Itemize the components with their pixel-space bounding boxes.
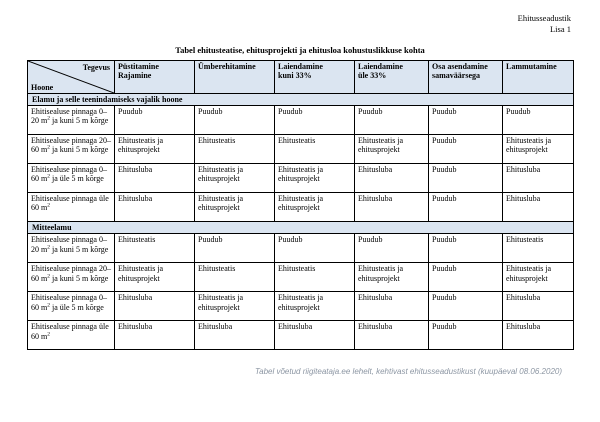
table-cell: Puudub <box>115 106 195 135</box>
table-cell: Ehitusluba <box>503 193 574 222</box>
permit-table <box>27 60 574 350</box>
table-cell: Puudub <box>355 234 429 263</box>
table-cell: Puudub <box>355 106 429 135</box>
corner-cell <box>28 61 115 94</box>
row-label-text: Ehitisealuse pinnaga 0–20 m <box>31 107 107 126</box>
table-cell: Ehitusteatis ja ehitusprojekt <box>275 193 355 222</box>
row-label <box>28 263 115 292</box>
source-note: Tabel võetud riigiteataja.ee lehelt, kehtivast ehitusseadustikust (kuupäeval 08.06.2020) <box>254 367 562 376</box>
table-cell: Ehitusluba <box>115 321 195 350</box>
table-cell: Ehitusteatis <box>503 234 574 263</box>
table-cell: Ehitusteatis ja ehitusprojekt <box>355 263 429 292</box>
law-name: Ehitusseadustik <box>517 13 571 23</box>
row-label-rest: ja kuni 5 m kõrge <box>49 145 109 155</box>
table-cell: Ehitusluba <box>115 292 195 321</box>
section-title: Elamu ja selle teenindamiseks vajalik hoone <box>28 94 574 106</box>
table-cell: Ehitusteatis <box>195 263 275 292</box>
table-cell: Puudub <box>195 234 275 263</box>
table-row <box>28 234 574 263</box>
row-label <box>28 106 115 135</box>
row-label <box>28 234 115 263</box>
superscript-two: 2 <box>47 202 50 209</box>
table-row <box>28 321 574 350</box>
table-cell: Puudub <box>275 234 355 263</box>
table-cell: Puudub <box>195 106 275 135</box>
row-label-text: Ehitisealuse pinnaga üle 60 m <box>31 194 109 213</box>
table-cell: Puudub <box>429 193 503 222</box>
column-header: Ümberehitamine <box>195 61 275 94</box>
table-cell: Puudub <box>429 106 503 135</box>
table-cell: Ehitusteatis ja ehitusprojekt <box>503 135 574 164</box>
annex-label: Lisa 1 <box>549 24 571 34</box>
table-cell: Puudub <box>275 106 355 135</box>
table-cell: Ehitusteatis ja ehitusprojekt <box>195 292 275 321</box>
row-label <box>28 292 115 321</box>
column-header: Püstitamine Rajamine <box>115 61 195 94</box>
row-label-rest: ja kuni 5 m kõrge <box>49 244 109 254</box>
column-header: Laiendamine kuni 33% <box>275 61 355 94</box>
superscript-two: 2 <box>47 272 50 279</box>
table-cell: Ehitusteatis <box>275 263 355 292</box>
table-cell: Ehitusteatis ja ehitusprojekt <box>195 164 275 193</box>
row-label <box>28 193 115 222</box>
column-header: Laiendamine üle 33% <box>355 61 429 94</box>
table-row <box>28 106 574 135</box>
superscript-two: 2 <box>47 173 50 180</box>
table-cell: Ehitusluba <box>355 164 429 193</box>
table-row <box>28 263 574 292</box>
section-row <box>28 222 574 234</box>
table-row <box>28 193 574 222</box>
section-title: Mitteelamu <box>28 222 574 234</box>
table-cell: Ehitusteatis ja ehitusprojekt <box>275 292 355 321</box>
table-cell: Ehitusteatis ja ehitusprojekt <box>275 164 355 193</box>
table-cell: Ehitusteatis ja ehitusprojekt <box>115 135 195 164</box>
table-cell: Ehitusluba <box>355 292 429 321</box>
row-label-text: Ehitisealuse pinnaga üle 60 m <box>31 322 109 341</box>
table-cell: Ehitusluba <box>503 292 574 321</box>
row-label-rest: ja kuni 5 m kõrge <box>49 116 109 126</box>
table-cell: Ehitusteatis <box>275 135 355 164</box>
row-label-rest: ja üle 5 m kõrge <box>49 174 104 184</box>
table-cell: Ehitusluba <box>115 164 195 193</box>
table-cell: Ehitusteatis ja ehitusprojekt <box>503 263 574 292</box>
table-row <box>28 292 574 321</box>
table-cell: Ehitusteatis ja ehitusprojekt <box>355 135 429 164</box>
row-label <box>28 164 115 193</box>
table-cell: Puudub <box>429 321 503 350</box>
table-cell: Puudub <box>429 164 503 193</box>
row-label-text: Ehitisealuse pinnaga 20–60 m <box>31 136 111 155</box>
table-cell: Ehitusluba <box>503 164 574 193</box>
table-cell: Ehitusteatis ja ehitusprojekt <box>115 263 195 292</box>
table-cell: Ehitusluba <box>115 193 195 222</box>
row-label <box>28 135 115 164</box>
superscript-two: 2 <box>47 243 50 250</box>
document-header <box>518 13 571 35</box>
header-row <box>28 61 574 94</box>
table-cell: Puudub <box>429 263 503 292</box>
table-cell: Puudub <box>503 106 574 135</box>
table-cell: Ehitusteatis ja ehitusprojekt <box>195 193 275 222</box>
row-label-text: Ehitisealuse pinnaga 0–60 m <box>31 293 107 312</box>
corner-label-building: Hoone <box>31 82 54 92</box>
table-cell: Ehitusluba <box>503 321 574 350</box>
table-cell: Ehitusluba <box>355 321 429 350</box>
superscript-two: 2 <box>47 144 50 151</box>
row-label-rest: ja kuni 5 m kõrge <box>49 273 109 283</box>
column-header: Lammutamine <box>503 61 574 94</box>
row-label-text: Ehitisealuse pinnaga 0–20 m <box>31 235 107 254</box>
table-row <box>28 135 574 164</box>
column-header: Osa asendamine samaväärsega <box>429 61 503 94</box>
table-title: Tabel ehitusteatise, ehitusprojekti ja ehitusloa kohustuslikkuse kohta <box>175 45 425 55</box>
table-cell: Puudub <box>429 234 503 263</box>
table-cell: Ehitusluba <box>355 193 429 222</box>
superscript-two: 2 <box>47 115 50 122</box>
table-cell: Puudub <box>429 135 503 164</box>
table-cell: Ehitusteatis <box>115 234 195 263</box>
corner-label-activity: Tegevus <box>82 63 110 72</box>
table-cell: Ehitusluba <box>275 321 355 350</box>
row-label-text: Ehitisealuse pinnaga 0–60 m <box>31 165 107 184</box>
table-row <box>28 164 574 193</box>
table-cell: Ehitusluba <box>195 321 275 350</box>
row-label-text: Ehitisealuse pinnaga 20–60 m <box>31 264 111 283</box>
superscript-two: 2 <box>47 330 50 337</box>
row-label <box>28 321 115 350</box>
section-row <box>28 94 574 106</box>
superscript-two: 2 <box>47 301 50 308</box>
row-label-rest: ja üle 5 m kõrge <box>49 302 104 312</box>
table-cell: Puudub <box>429 292 503 321</box>
table-cell: Ehitusteatis <box>195 135 275 164</box>
